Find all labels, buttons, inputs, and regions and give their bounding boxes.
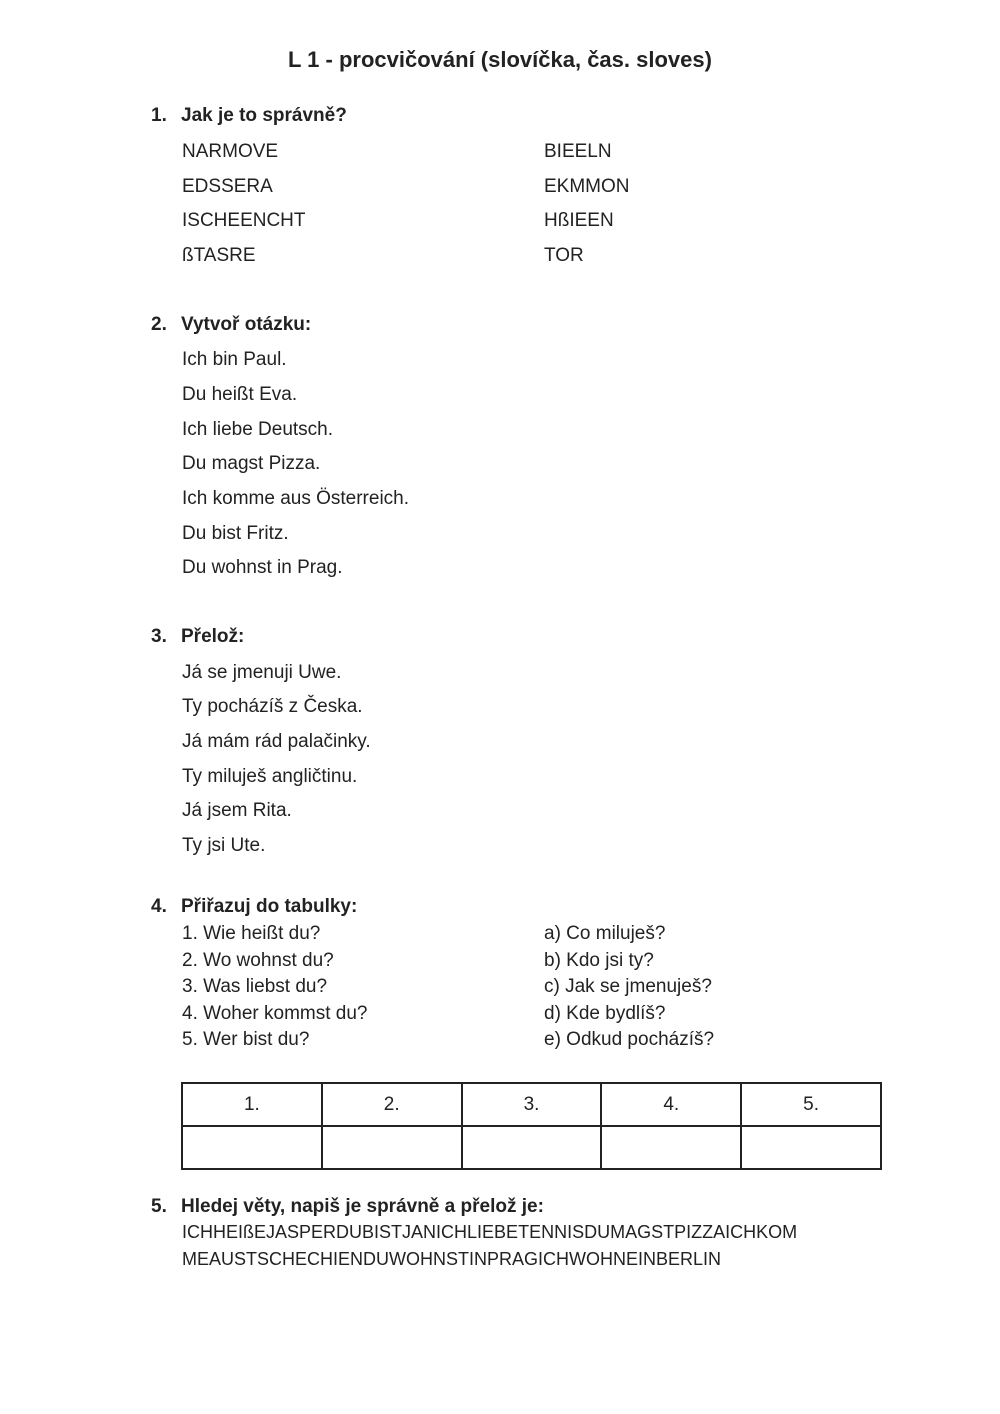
- table-header-cell: 3.: [462, 1083, 602, 1126]
- sentence-item: Já mám rád palačinky.: [182, 731, 371, 752]
- sentence-item: Já se jmenuji Uwe.: [182, 662, 342, 683]
- exercise-3-number: 3.: [151, 626, 167, 647]
- answer-item: e) Odkud pocházíš?: [544, 1029, 715, 1050]
- sentence-item: Du heißt Eva.: [182, 384, 298, 405]
- letter-string: MEAUSTSCHECHIENDUWOHNSTINPRAGICHWOHNEINBERLIN: [182, 1249, 722, 1269]
- answer-item: d) Kde bydlíš?: [544, 1003, 666, 1024]
- question-item: 4. Woher kommst du?: [182, 1003, 368, 1024]
- exercise-5-number: 5.: [151, 1196, 167, 1217]
- question-item: 2. Wo wohnst du?: [182, 950, 334, 971]
- answer-cell[interactable]: [322, 1126, 462, 1169]
- table-header-cell: 5.: [741, 1083, 881, 1126]
- scrambled-word: ISCHEENCHT: [182, 210, 306, 231]
- exercise-1-heading: [151, 105, 347, 127]
- exercise-1-number: 1.: [151, 105, 167, 126]
- answer-item: a) Co miluješ?: [544, 923, 666, 944]
- scrambled-word: NARMOVE: [182, 141, 279, 162]
- sentence-item: Já jsem Rita.: [182, 800, 292, 821]
- sentence-item: Du bist Fritz.: [182, 523, 289, 544]
- exercise-3-title: Přelož:: [181, 626, 245, 647]
- scrambled-word: BIEELN: [544, 141, 612, 162]
- table-header-row: [182, 1083, 881, 1126]
- answer-item: c) Jak se jmenuješ?: [544, 976, 712, 997]
- sentence-item: Ich komme aus Österreich.: [182, 488, 410, 509]
- table-header-cell: 1.: [182, 1083, 322, 1126]
- table-header-cell: 4.: [601, 1083, 741, 1126]
- sentence-item: Ty pocházíš z Česka.: [182, 696, 363, 717]
- page-title: L 1 - procvičování (slovíčka, čas. sloves): [288, 47, 712, 72]
- exercise-3-heading: [151, 626, 244, 648]
- exercise-2-title: Vytvoř otázku:: [181, 314, 312, 335]
- scrambled-word: ßTASRE: [182, 245, 256, 266]
- exercise-4-heading: [151, 896, 357, 918]
- table-answer-row: [182, 1126, 881, 1169]
- letter-string: ICHHEIßEJASPERDUBISTJANICHLIEBETENNISDUMAGSTPIZZAICHKOM: [182, 1222, 798, 1242]
- sentence-item: Ty jsi Ute.: [182, 835, 266, 856]
- sentence-item: Du wohnst in Prag.: [182, 557, 343, 578]
- exercise-5-title: Hledej věty, napiš je správně a přelož je:: [181, 1196, 544, 1217]
- scrambled-word: EKMMON: [544, 176, 630, 197]
- exercise-4-title: Přiřazuj do tabulky:: [181, 896, 358, 917]
- matching-table: [181, 1082, 882, 1170]
- exercise-5-heading: [151, 1196, 544, 1218]
- sentence-item: Ich bin Paul.: [182, 349, 287, 370]
- exercise-2-number: 2.: [151, 314, 167, 335]
- exercise-1-title: Jak je to správně?: [181, 105, 347, 126]
- exercise-4-number: 4.: [151, 896, 167, 917]
- answer-item: b) Kdo jsi ty?: [544, 950, 654, 971]
- table-header-cell: 2.: [322, 1083, 462, 1126]
- sentence-item: Ty miluješ angličtinu.: [182, 766, 358, 787]
- scrambled-word: HßIEEN: [544, 210, 614, 231]
- scrambled-word: TOR: [544, 245, 584, 266]
- scrambled-word: EDSSERA: [182, 176, 273, 197]
- answer-cell[interactable]: [182, 1126, 322, 1169]
- exercise-2-heading: [151, 314, 311, 336]
- sentence-item: Ich liebe Deutsch.: [182, 419, 334, 440]
- answer-cell[interactable]: [601, 1126, 741, 1169]
- question-item: 1. Wie heißt du?: [182, 923, 321, 944]
- question-item: 5. Wer bist du?: [182, 1029, 310, 1050]
- answer-cell[interactable]: [462, 1126, 602, 1169]
- answer-cell[interactable]: [741, 1126, 881, 1169]
- sentence-item: Du magst Pizza.: [182, 453, 321, 474]
- question-item: 3. Was liebst du?: [182, 976, 328, 997]
